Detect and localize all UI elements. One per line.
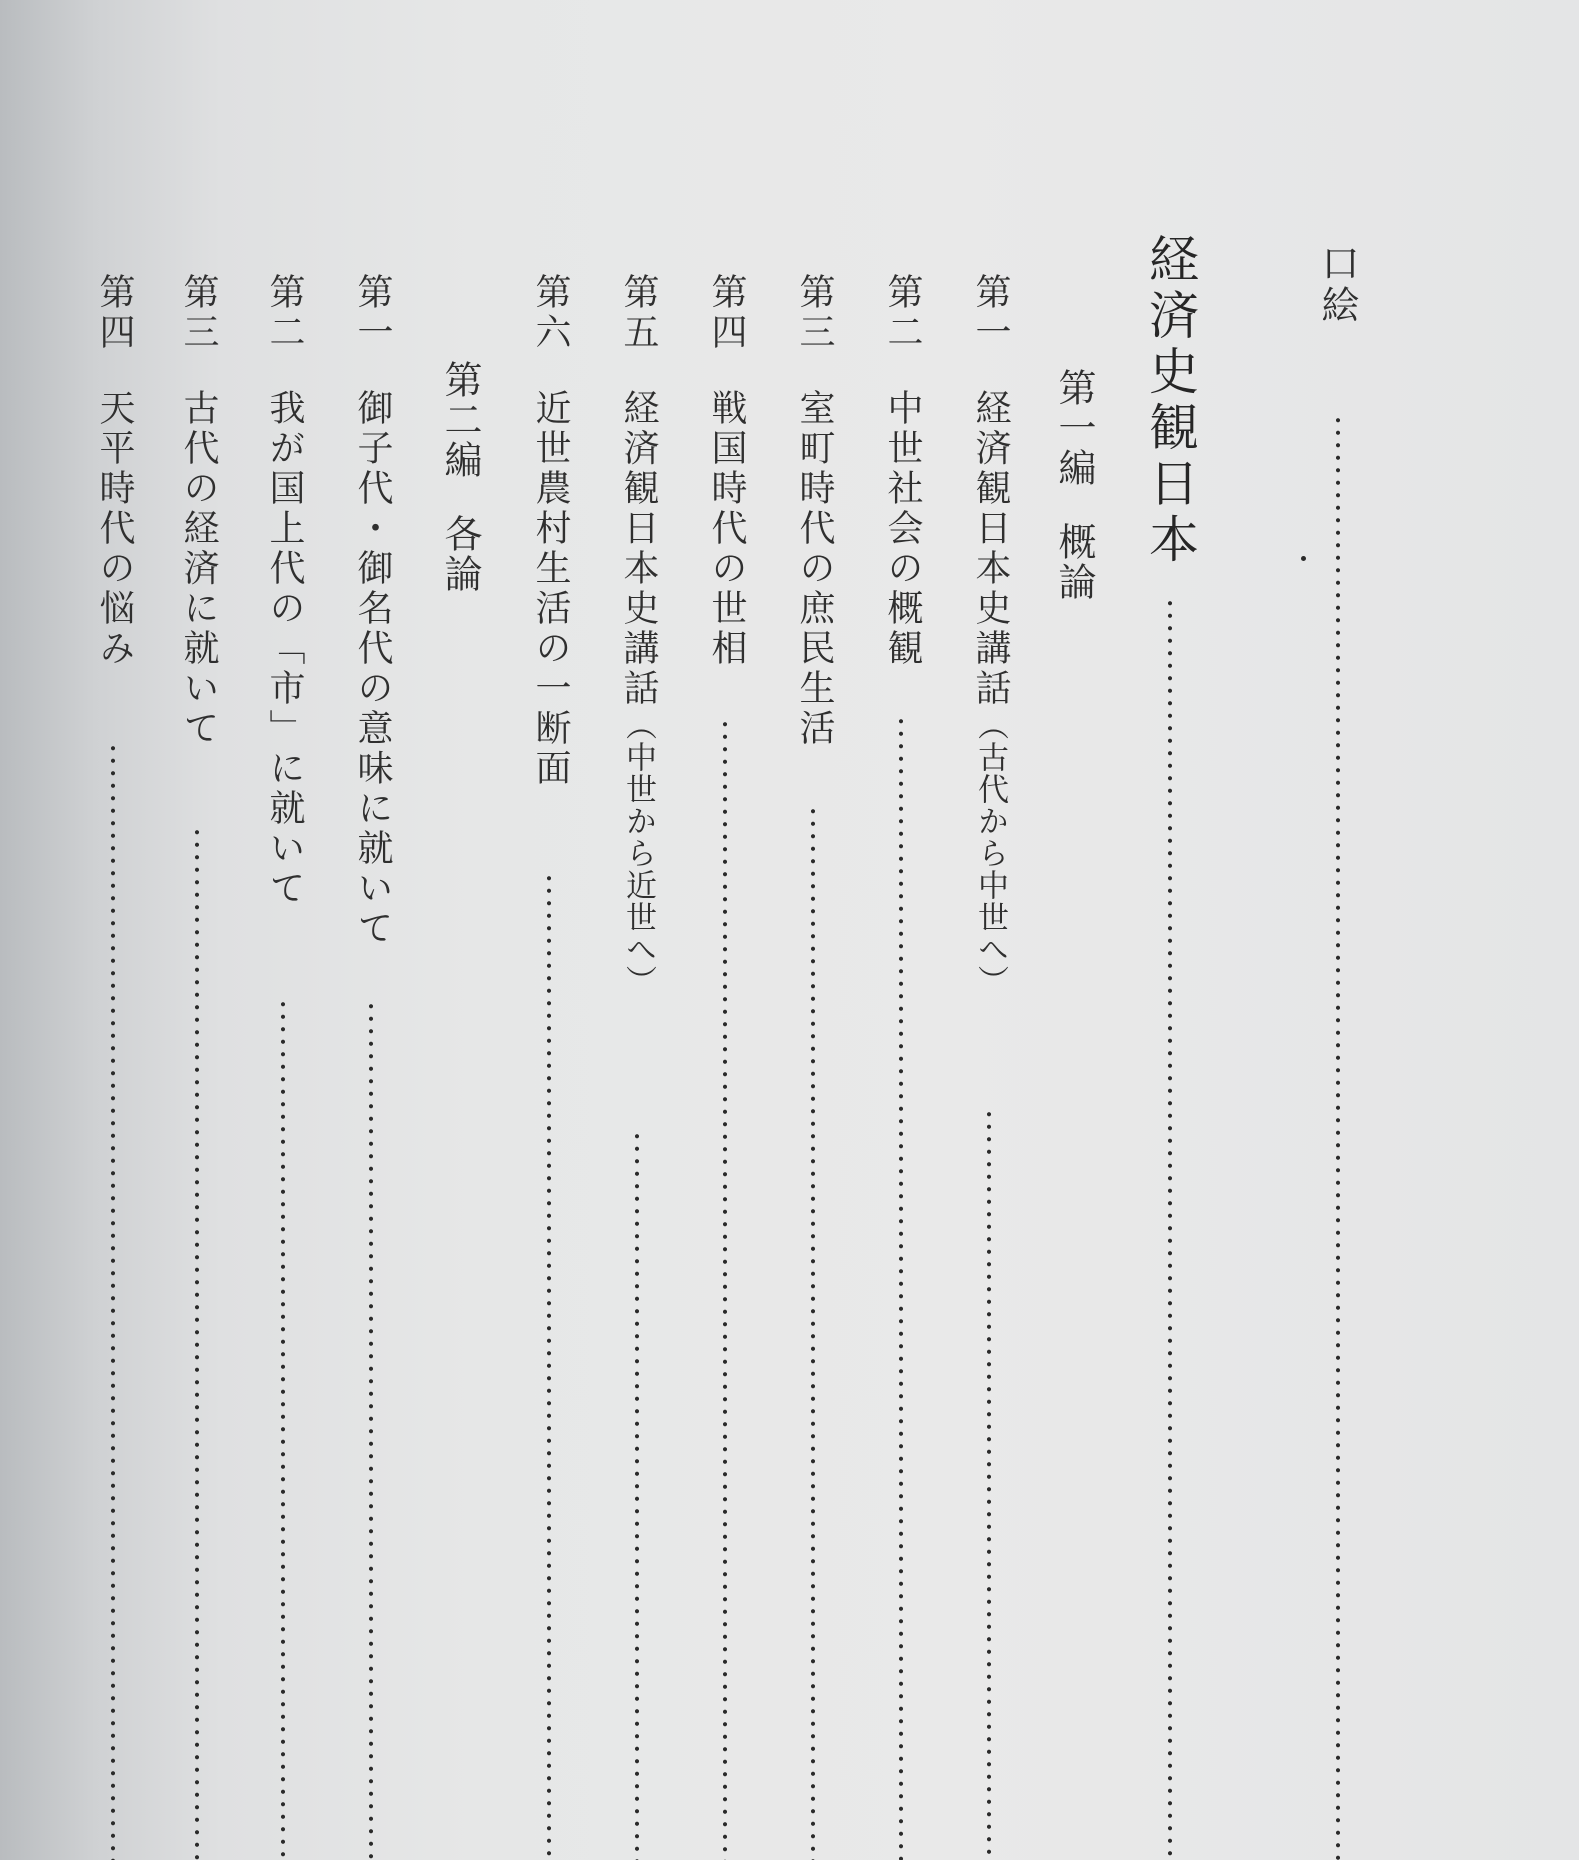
stray-dot xyxy=(1301,556,1306,561)
entry-number: 第一 xyxy=(970,273,1011,353)
entry-title: 御子代・御名代の意味に就いて xyxy=(352,389,393,949)
part1-heading xyxy=(1052,368,1096,602)
leader-dots-p1-2 xyxy=(899,715,903,1860)
entry-title: 我が国上代の「市」に就いて xyxy=(264,389,305,909)
leader-dots-kuchie xyxy=(1336,414,1340,1860)
leader-dots-p2-2 xyxy=(281,998,285,1860)
entry-number: 第二 xyxy=(882,273,923,353)
book-title-text: 経済史観日本 xyxy=(1141,233,1199,569)
part2-heading xyxy=(438,360,482,594)
leader-dots-p2-3 xyxy=(195,826,199,1860)
leader-dots-p2-4 xyxy=(111,742,115,1860)
leader-dots-p1-1 xyxy=(987,1108,991,1860)
entry-title: 経済観日本史講話 xyxy=(618,389,659,709)
entry-number: 第四 xyxy=(706,273,747,353)
toc-entry-p1-2[interactable] xyxy=(882,273,923,669)
toc-entry-p1-5[interactable] xyxy=(618,273,659,997)
entry-title: 天平時代の悩み xyxy=(94,389,135,669)
toc-entry-p1-3[interactable] xyxy=(794,273,835,749)
toc-entry-p1-6[interactable] xyxy=(530,273,571,789)
leader-dots-p2-1 xyxy=(369,1000,373,1860)
entry-title: 近世農村生活の一断面 xyxy=(530,389,571,789)
part1-title: 概論 xyxy=(1052,522,1096,602)
entry-note: （古代から中世へ） xyxy=(972,709,1008,997)
entry-note: （中世から近世へ） xyxy=(620,709,656,997)
leader-dots-book-title xyxy=(1168,597,1172,1860)
part2-label: 第二編 xyxy=(438,360,482,480)
entry-title: 室町時代の庶民生活 xyxy=(794,389,835,749)
toc-entry-p2-2[interactable] xyxy=(264,273,305,909)
toc-entry-p2-1[interactable] xyxy=(352,273,393,949)
entry-number: 第五 xyxy=(618,273,659,353)
entry-title: 戦国時代の世相 xyxy=(706,389,747,669)
entry-number: 第三 xyxy=(794,273,835,353)
entry-title: 経済観日本史講話 xyxy=(970,389,1011,709)
toc-entry-kuchie[interactable] xyxy=(1315,243,1359,327)
leader-dots-p1-3 xyxy=(811,805,815,1860)
leader-dots-p1-6 xyxy=(547,872,551,1860)
entry-number: 第六 xyxy=(530,273,571,353)
toc-entry-p2-3[interactable] xyxy=(178,273,219,749)
entry-title: 古代の経済に就いて xyxy=(178,389,219,749)
kuchie-label: 口絵 xyxy=(1315,243,1359,327)
toc-entry-p1-4[interactable] xyxy=(706,273,747,669)
part2-title: 各論 xyxy=(438,514,482,594)
entry-number: 第一 xyxy=(352,273,393,353)
toc-entry-p1-1[interactable] xyxy=(970,273,1011,997)
leader-dots-p1-4 xyxy=(723,718,727,1860)
book-title[interactable] xyxy=(1141,233,1199,569)
entry-title: 中世社会の概観 xyxy=(882,389,923,669)
part1-label: 第一編 xyxy=(1052,368,1096,488)
entry-number: 第四 xyxy=(94,273,135,353)
entry-number: 第二 xyxy=(264,273,305,353)
leader-dots-p1-5 xyxy=(635,1130,639,1860)
entry-number: 第三 xyxy=(178,273,219,353)
toc-entry-p2-4[interactable] xyxy=(94,273,135,669)
